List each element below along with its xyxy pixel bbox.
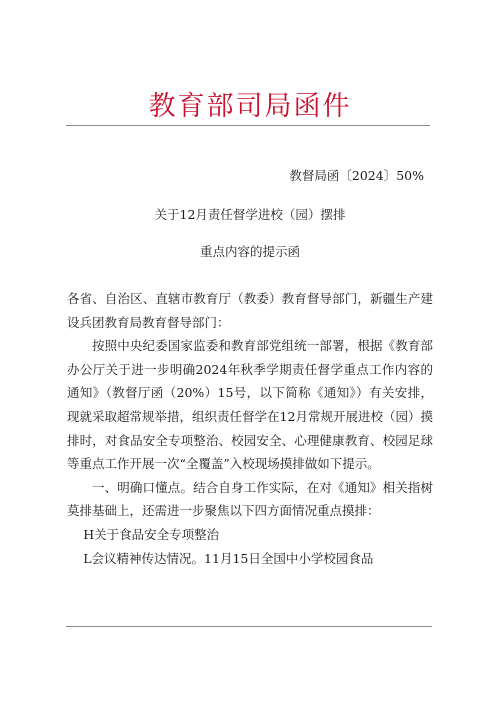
subitem-meeting: L会议精神传达情况。11月15日全国中小学校园食品	[83, 550, 374, 566]
subitem-food-safety: H关于食品安全专项整治	[83, 526, 220, 542]
subject-line-2: 重点内容的提示函	[199, 244, 300, 259]
paragraph-intro: 按照中央纪委国家监委和教育部党组统一部署，根据《教育部办公厅关于进一步明确2024年秋季学期责任督学重点工作内容的通知》（教督厅函（20%）15号，以下简称《通知》）有关安排，现就采取超常规举措，组织责任督学在12月常规开展进校（园）摸排时，对食品安全专项整治、校园安全、心理健康教育、校园足球等重点工作开展一次“全覆盖”入校现场摸排做如下提示。	[67, 338, 433, 472]
document-number: 教督局函〔2024〕50%	[289, 168, 424, 183]
letterhead-title: 教育部司局函件	[148, 91, 352, 122]
recipients: 各省、自治区、直辖市教育厅（教委）教育督导部门，新疆生产建设兵团教育局教育督导部门：	[67, 291, 433, 330]
subject-line-1: 关于12月责任督学进校（园）摆排	[154, 207, 346, 222]
bottom-rule	[66, 626, 432, 627]
letterhead-rule	[66, 125, 430, 126]
paragraph-section-1: 一、明确口懂点。结合自身工作实际，在对《通知》相关指树莫排基础上，还需进一步聚焦以下四方面情况重点摸排：	[67, 479, 433, 519]
document-body	[67, 287, 433, 570]
